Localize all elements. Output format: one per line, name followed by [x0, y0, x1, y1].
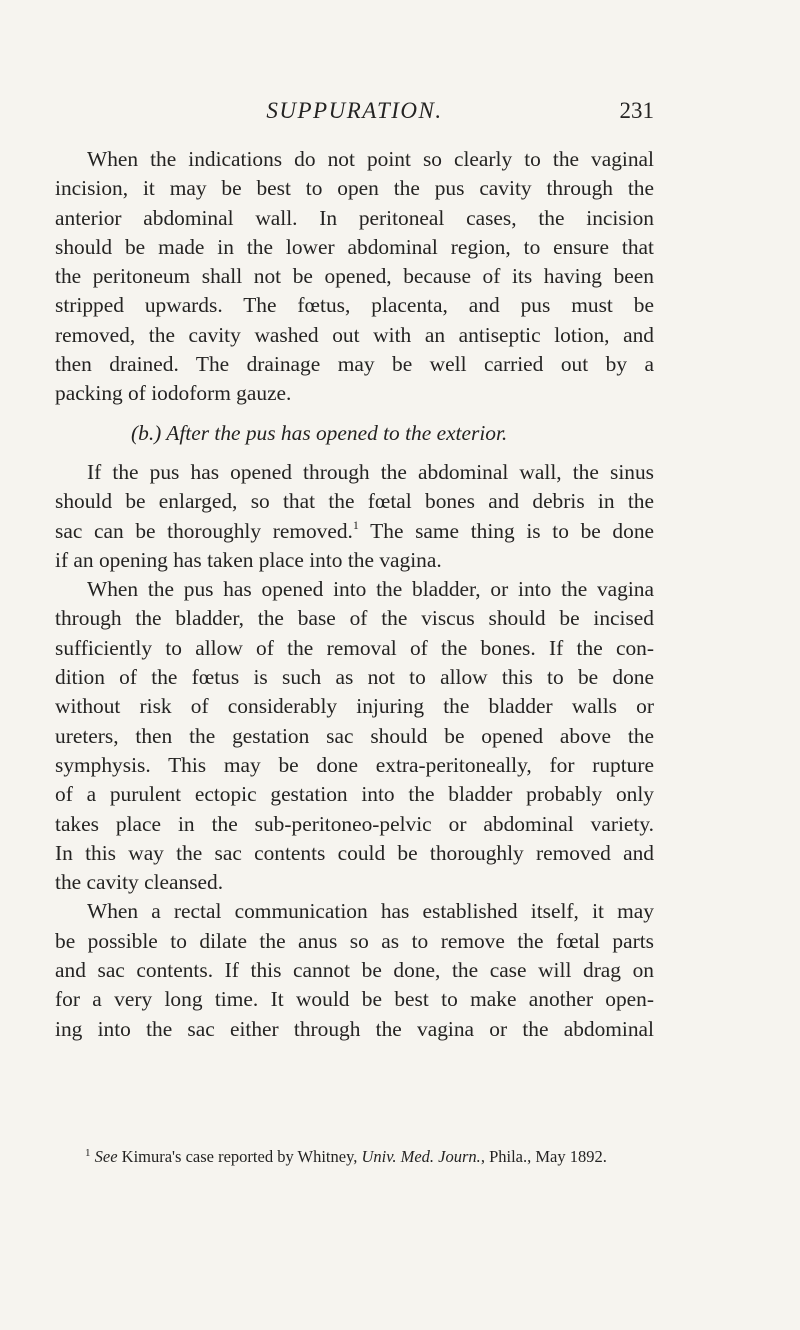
section-subheading	[55, 419, 654, 448]
footnote	[85, 1147, 665, 1167]
footnote-journal: Univ. Med. Journ.	[361, 1147, 481, 1166]
text-line: When the indications do not point so clearly to the vaginal	[87, 147, 654, 171]
text-line: takes place in the sub-peritoneo-pelvic or abdominal variety.	[55, 811, 654, 836]
text-line: In this way the sac contents could be thoroughly removed and	[55, 840, 654, 865]
footnote-marker: 1	[85, 1147, 91, 1159]
text-line: then drained. The drainage may be well carried out by a	[55, 352, 654, 377]
text-line: incision, it may be best to open the pus cavity through the	[55, 176, 654, 201]
text-line: removed, the cavity washed out with an antiseptic lotion, and	[55, 322, 654, 347]
text-line: the cavity cleansed.	[55, 870, 224, 895]
text-line: When the pus has opened into the bladder, or into the vagina	[87, 577, 654, 602]
page-number: 231	[619, 98, 654, 123]
text-line: ing into the sac either through the vagina or the abdominal	[55, 1016, 654, 1041]
footnote-see: See	[94, 1147, 118, 1166]
text-line: packing of iodoform gauze.	[55, 381, 292, 406]
text-line: if an opening has taken place into the vagina.	[55, 547, 442, 572]
text-line: should be enlarged, so that the fœtal bones and debris in the	[55, 489, 654, 514]
text-line: should be made in the lower abdominal region, to ensure that	[55, 234, 654, 259]
body-text	[55, 145, 654, 1044]
running-title: SUPPURATION.	[266, 98, 443, 123]
text-line: dition of the fœtus is such as not to allow this to be done	[55, 665, 654, 690]
text-segment: The same thing is to be done	[358, 518, 655, 543]
text-line: the peritoneum shall not be opened, because of its having been	[55, 264, 654, 289]
text-line: If the pus has opened through the abdominal wall, the sinus	[87, 459, 654, 484]
paragraph	[55, 575, 654, 897]
text-line: be possible to dilate the anus so as to remove the fœtal parts	[55, 928, 654, 953]
text-line: symphysis. This may be done extra-peritoneally, for rupture	[55, 752, 654, 777]
text-line: When a rectal communication has established itself, it may	[87, 899, 654, 924]
text-line: and sac contents. If this cannot be done, the case will drag on	[55, 958, 654, 983]
footnote-reference: 1	[352, 517, 359, 532]
footnote-text-end: , Phila., May 1892.	[480, 1147, 607, 1166]
text-line: stripped upwards. The fœtus, placenta, and pus must be	[55, 293, 654, 318]
text-line: for a very long time. It would be best to make another open-	[55, 987, 654, 1012]
subheading-label: (b.)	[131, 420, 162, 445]
text-segment: sac can be thoroughly removed.	[55, 518, 353, 543]
text-line: anterior abdominal wall. In peritoneal cases, the incision	[55, 205, 654, 230]
paragraph	[55, 897, 654, 1043]
text-line: ureters, then the gestation sac should be opened above the	[55, 723, 654, 748]
subheading-text: After the pus has opened to the exterior.	[166, 420, 508, 445]
text-line	[55, 517, 654, 546]
text-line: sufficiently to allow of the removal of the bones. If the con-	[55, 635, 654, 660]
text-line: without risk of considerably injuring the bladder walls or	[55, 694, 654, 719]
footnote-text: Kimura's case reported by Whitney,	[117, 1147, 362, 1166]
text-line: of a purulent ectopic gestation into the bladder probably only	[55, 782, 654, 807]
paragraph	[55, 458, 654, 575]
paragraph	[55, 145, 654, 409]
page-header	[55, 98, 654, 132]
text-line: through the bladder, the base of the viscus should be incised	[55, 606, 654, 631]
